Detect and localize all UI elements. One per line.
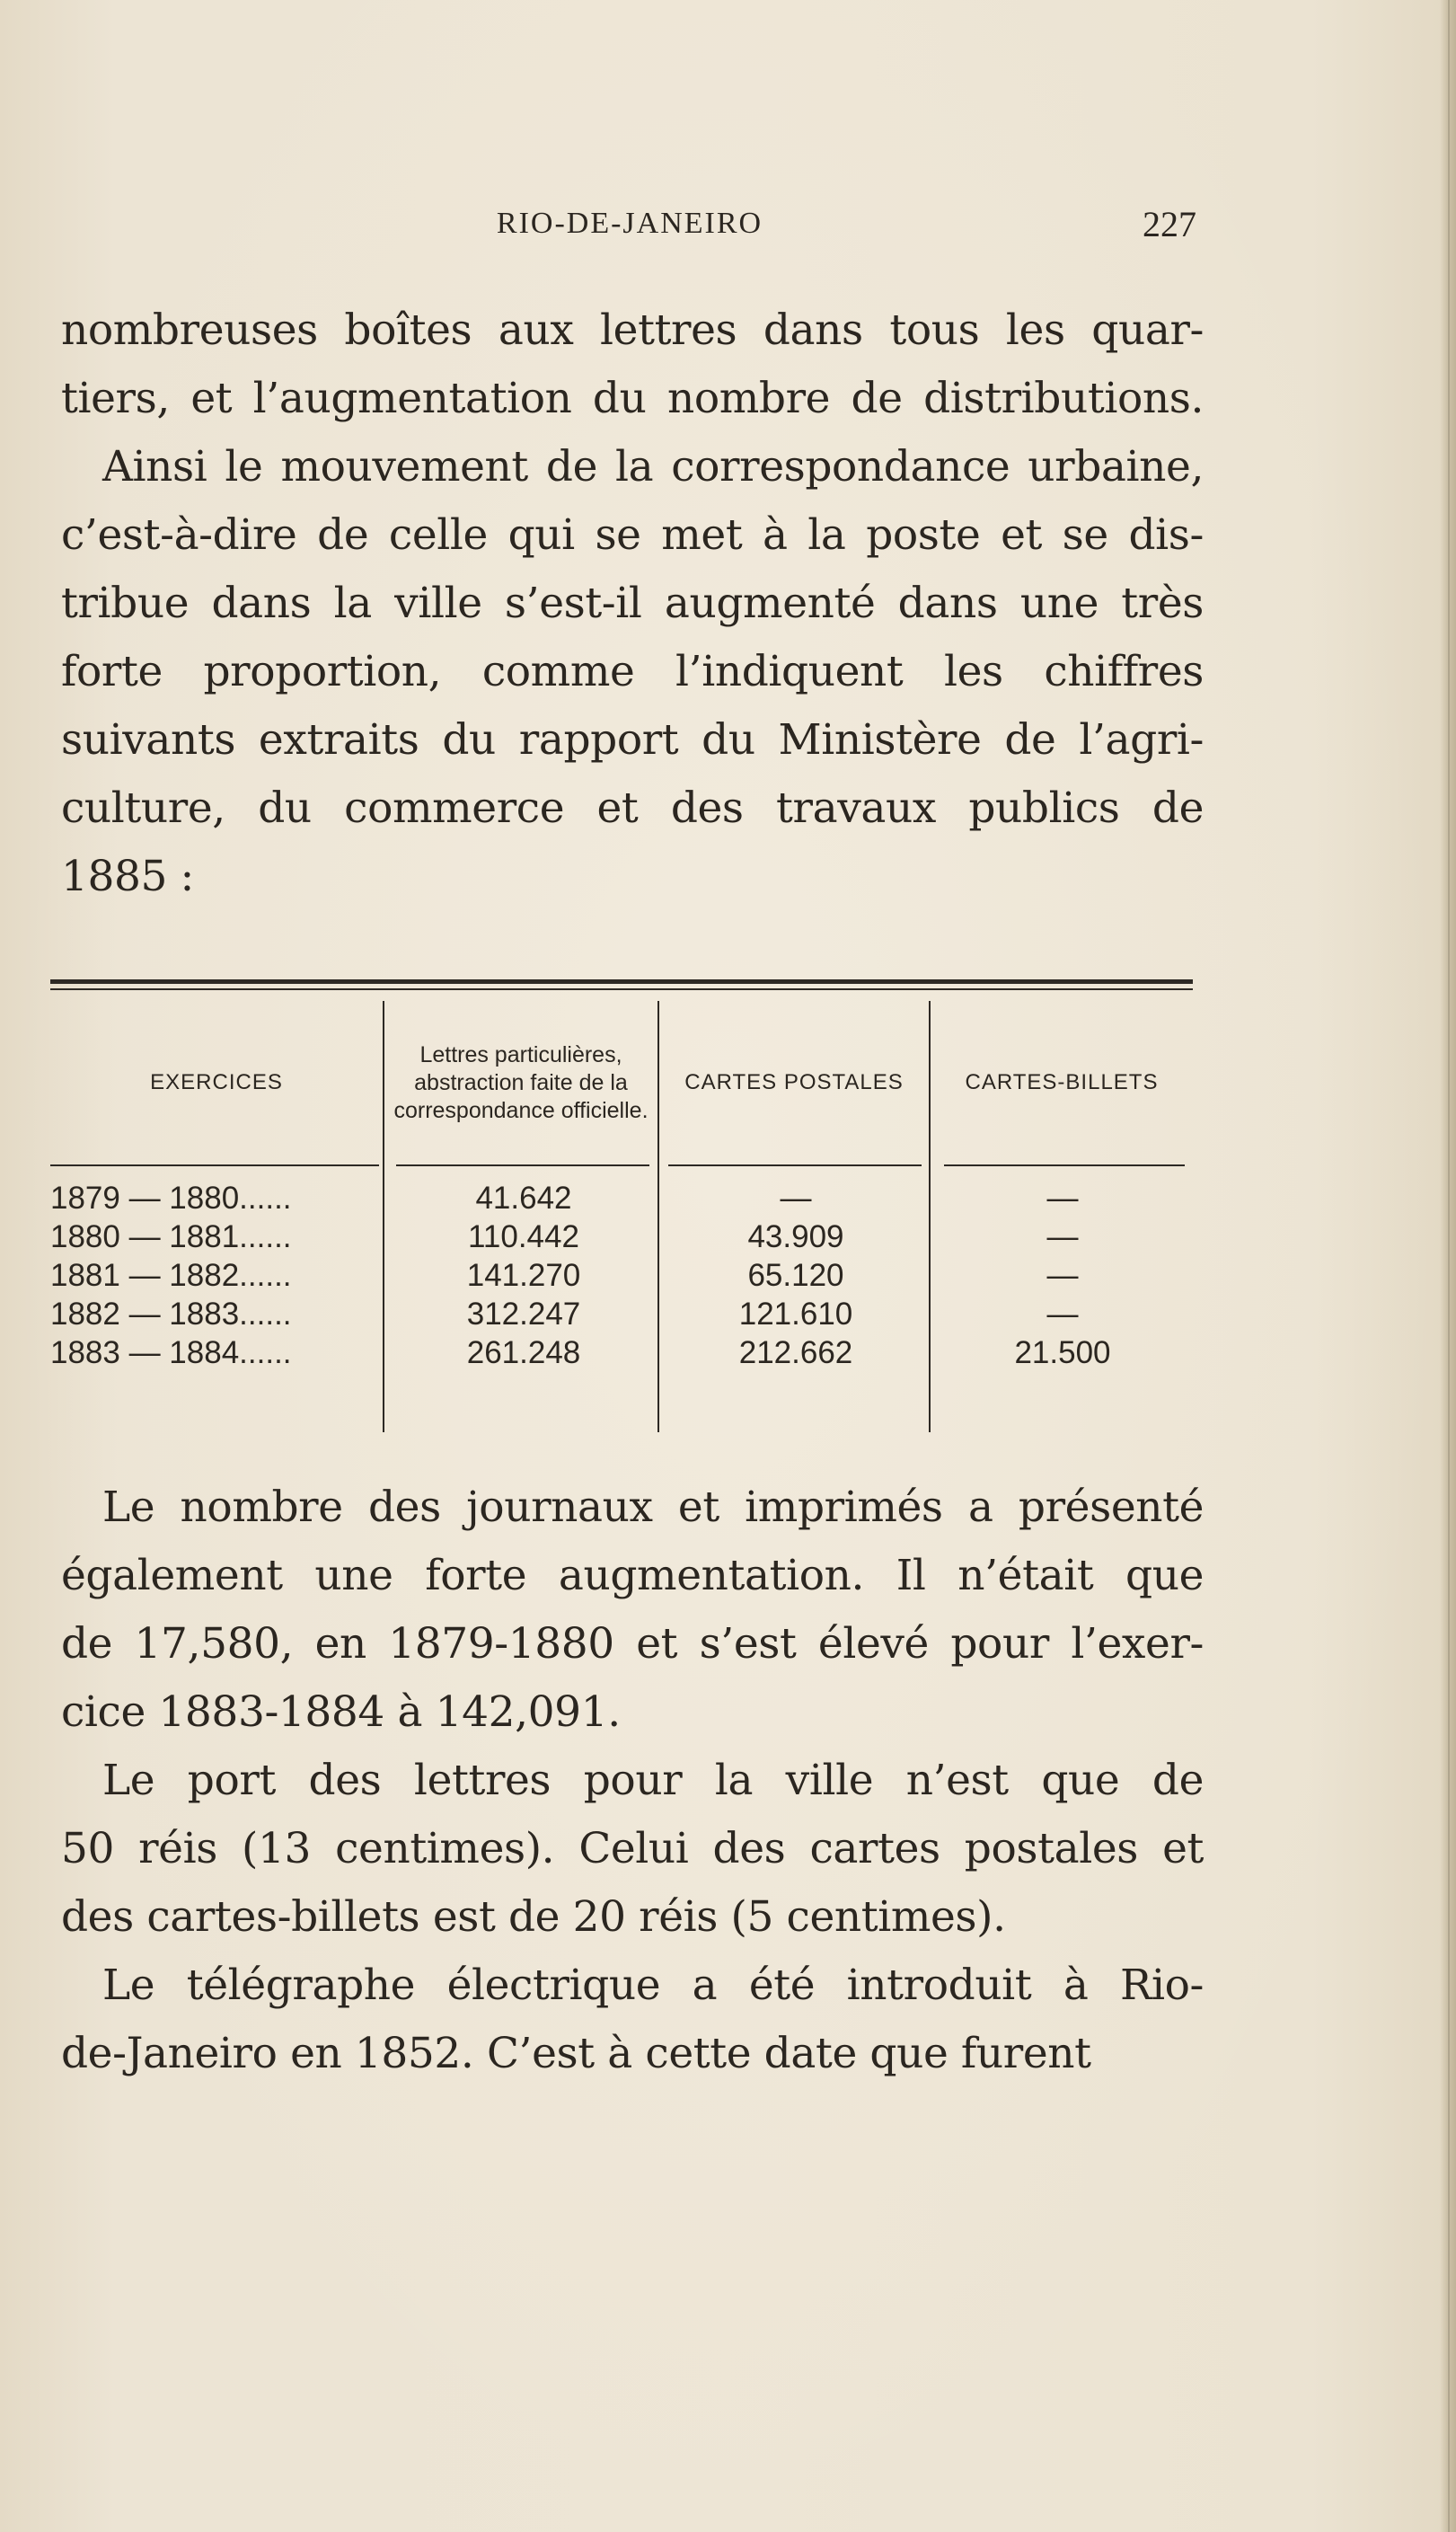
table-row [50,1333,1193,1372]
text-line: c’est-à-dire de celle qui se met à la poste et se dis- [61,510,1204,560]
text-line: 50 réis (13 centimes). Celui des cartes postales et [61,1824,1204,1873]
cell-cartes-postales: 121.610 [738,1297,853,1332]
paragraph-body [61,1474,1204,2088]
text-line: de 17,580, en 1879-1880 et s’est élevé pour l’exer- [61,1619,1204,1669]
paragraph-port-lettres [61,1747,1204,1952]
cell-cartes-postales: 65.120 [747,1258,844,1293]
table-row [50,1217,1193,1256]
text-line: forte proportion, comme l’indiquent les chiffres [61,647,1204,696]
cell-exercice: 1879 — 1880...... [50,1181,292,1216]
text-line: culture, du commerce et des travaux publics de [61,784,1204,833]
running-title: RIO-DE-JANEIRO [496,207,763,240]
text-line: 1885 : [61,852,194,901]
header-separator [944,1164,1185,1166]
column-header-cartes-billets: CARTES-BILLETS [965,1070,1159,1094]
cell-exercice: 1881 — 1882...... [50,1258,292,1293]
text-line: tribue dans la ville s’est-il augmenté dans une très [61,579,1204,628]
paragraph-intro-text [61,297,1204,911]
cell-cartes-postales: 212.662 [738,1335,853,1370]
cell-lettres: 110.442 [468,1219,579,1254]
text-line: Ainsi le mouvement de la correspondance urbaine, [102,442,1204,491]
table-row [50,1179,1193,1217]
running-head [63,204,1196,252]
cell-cartes-billets: 21.500 [1014,1335,1111,1370]
cell-cartes-billets: — [1046,1219,1079,1254]
paragraph-telegraphe [61,1952,1204,2088]
cell-exercice: 1880 — 1881...... [50,1219,292,1254]
text-line: des cartes-billets est de 20 réis (5 centimes). [61,1892,1006,1942]
cell-cartes-postales: 43.909 [747,1219,844,1254]
cell-exercice: 1882 — 1883...... [50,1297,292,1332]
cell-lettres: 141.270 [466,1258,581,1293]
cell-cartes-postales: — [780,1181,812,1216]
column-header-lettres [384,1006,657,1159]
lettres-header-line: correspondance officielle. [393,1097,649,1123]
page-number: 227 [1143,204,1196,244]
column-header-exercices: EXERCICES [150,1070,283,1094]
table-top-rule [50,979,1193,984]
header-separator [50,1164,379,1166]
cell-lettres: 312.247 [466,1297,581,1332]
text-line: nombreuses boîtes aux lettres dans tous les quar- [61,305,1204,355]
cell-lettres: 261.248 [466,1335,581,1370]
text-line: également une forte augmentation. Il n’était que [61,1551,1204,1600]
text-line: suivants extraits du rapport du Ministère de l’agri- [61,715,1204,765]
page-edge [1440,0,1456,2532]
cell-lettres: 41.642 [475,1181,572,1216]
cell-cartes-billets: — [1046,1297,1079,1332]
text-line: Le port des lettres pour la ville n’est que de [102,1756,1204,1805]
cell-cartes-billets: — [1046,1258,1079,1293]
cell-cartes-billets: — [1046,1181,1079,1216]
paragraph-journaux [61,1474,1204,1747]
cell-exercice: 1883 — 1884...... [50,1335,292,1370]
lettres-header-line: Lettres particulières, [419,1041,622,1067]
text-line: Le télégraphe électrique a été introduit à Rio- [102,1961,1204,2010]
header-separator [668,1164,922,1166]
text-line: cice 1883-1884 à 142,091. [61,1687,621,1737]
text-line: Le nombre des journaux et imprimés a présenté [102,1483,1204,1532]
paragraph-intro [61,297,1204,911]
lettres-header-line: abstraction faite de la [414,1069,628,1095]
table-row [50,1256,1193,1295]
text-line: tiers, et l’augmentation du nombre de distributions. [61,374,1204,423]
table-top-rule-thin [50,988,1193,990]
table-body [50,1179,1193,1372]
statistics-table [50,979,1193,1438]
text-line: de-Janeiro en 1852. C’est à cette date que furent [61,2029,1091,2078]
table-row [50,1295,1193,1333]
header-separator [396,1164,649,1166]
column-header-cartes-postales: CARTES POSTALES [684,1070,904,1094]
